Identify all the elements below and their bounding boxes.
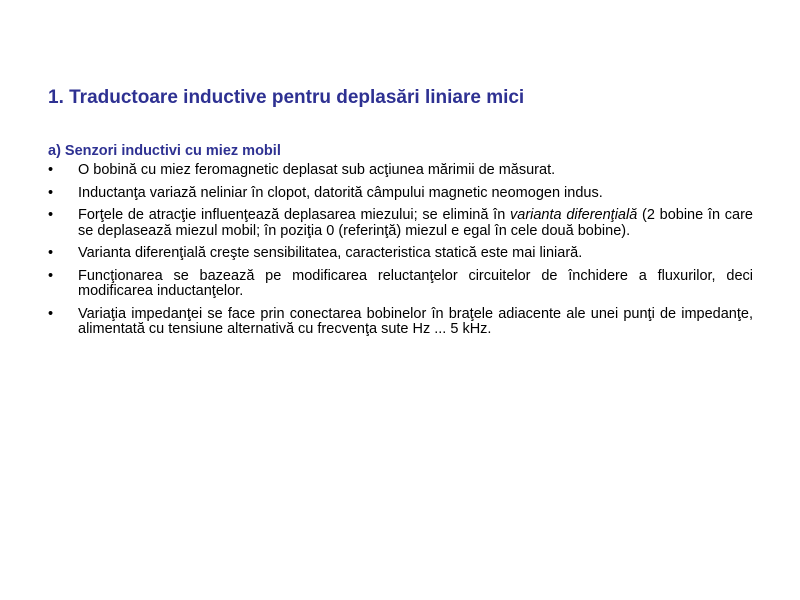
bullet-icon: • bbox=[48, 207, 54, 223]
bullet-icon: • bbox=[48, 305, 54, 322]
section-subheading: a) Senzori inductivi cu miez mobil bbox=[48, 143, 281, 159]
slide-content bbox=[48, 143, 753, 345]
bullet-text: Inductanţa variază neliniar în clopot, datorită câmpului magnetic neomogen indus. bbox=[78, 184, 603, 201]
bullet-text: Funcţionarea se bazează pe modificarea reluctanţelor circuitelor de închidere a fluxurilor, deci modificarea inductanţelor. bbox=[78, 267, 753, 299]
bullet-text-italic: varianta diferenţială bbox=[510, 207, 638, 223]
bullet-text-before: Forţele de atracţie influenţează deplasarea miezului; se elimină în bbox=[78, 207, 510, 223]
bullet-icon: • bbox=[48, 162, 54, 178]
bullet-icon: • bbox=[48, 245, 54, 261]
list-item bbox=[48, 246, 753, 262]
bullet-icon: • bbox=[48, 267, 54, 284]
bullet-icon: • bbox=[48, 184, 54, 201]
bullet-list bbox=[48, 163, 753, 338]
list-item bbox=[48, 163, 753, 179]
bullet-text: Variaţia impedanţei se face prin conectarea bobinelor în braţele adiacente ale unei punţi de impedanţe, alimentată cu tensiune alternativă cu frecvenţa sute Hz ... 5 kHz. bbox=[78, 305, 753, 337]
bullet-text-after: (2 bobine în care se deplasează miezul mobil; în poziţia 0 (referinţă) miezul e egal în cele două bobine). bbox=[78, 207, 753, 239]
list-item bbox=[48, 269, 753, 300]
slide-title: 1. Traductoare inductive pentru deplasări liniare mici bbox=[48, 87, 525, 108]
list-item bbox=[48, 307, 753, 338]
list-item bbox=[48, 208, 753, 239]
bullet-text: O bobină cu miez feromagnetic deplasat sub acţiunea mărimii de măsurat. bbox=[78, 162, 556, 178]
bullet-text: Varianta diferenţială creşte sensibilitatea, caracteristica statică este mai liniară. bbox=[78, 245, 583, 261]
list-item bbox=[48, 186, 753, 202]
